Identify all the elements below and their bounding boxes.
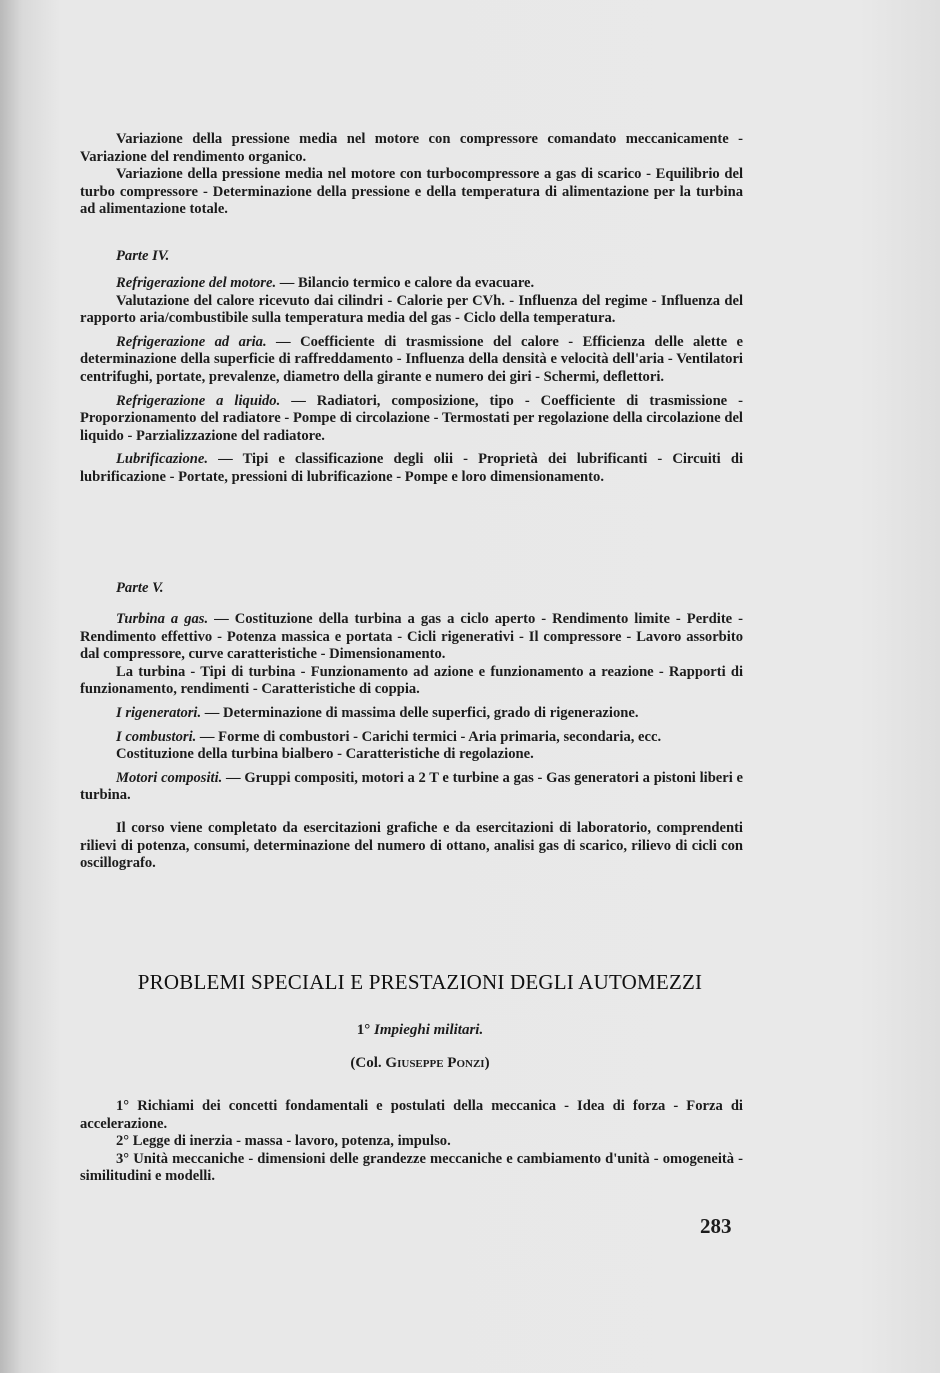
section-subtitle: 1° Impieghi militari. [356, 1022, 484, 1038]
parte-4-item: Refrigerazione del motore. — Bilancio termico e calore da evacuare. [116, 275, 535, 291]
parte-4-heading: Parte IV. [116, 248, 170, 264]
parte-5-item: La turbina - Tipi di turbina - Funzionamento ad azione e funzionamento a reazione - Rapporti di funzionamento, rendimenti - Caratteristiche di coppia. [80, 663, 743, 698]
section-title: PROBLEMI SPECIALI E PRESTAZIONI DEGLI AUTOMEZZI [137, 970, 703, 994]
numbered-list [80, 1098, 743, 1186]
parte-4-block [80, 248, 743, 487]
page-number: 283 [700, 1214, 732, 1238]
parte-5-block [80, 580, 743, 873]
intro-paragraph-1: Variazione della pressione media nel motore con compressore comandato meccanicamente - Variazione del rendimento organico. [80, 131, 743, 165]
parte-5-item: I combustori. — Forme di combustori - Carichi termici - Aria primaria, secondaria, ecc. [116, 728, 662, 745]
parte-4-item: Refrigerazione a liquido. — Radiatori, composizione, tipo - Coefficiente di trasmissione - Proporzionamento del radiatore - Pompe di circolazione - Termostati per regolazione della circolazione del liquido - Parzializzazione del radiatore. [80, 392, 743, 444]
parte-5-item: I rigeneratori. — Determinazione di massima delle superfici, grado di rigenerazione. [116, 704, 639, 721]
intro-block [80, 131, 743, 219]
list-item: 3° Unità meccaniche - dimensioni delle grandezze meccaniche e cambiamento d'unità - omogeneità - similitudini e modelli. [80, 1150, 743, 1185]
parte-5-item: Motori compositi. — Gruppi compositi, motori a 2 T e turbine a gas - Gas generatori a pistoni liberi e turbina. [80, 769, 744, 804]
parte-4-item: Refrigerazione ad aria. — Coefficiente di trasmissione del calore - Efficienza delle alette e determinazione della superficie di raffreddamento - Influenza della densità e velocità dell'aria - Ventilatori centrifughi, portate, prevalenze, diametro della girante e numero dei giri - Schermi, deflettori. [80, 333, 743, 385]
parte-4-item: Valutazione del calore ricevuto dai cilindri - Calorie per CVh. - Influenza del regime - Influenza del rapporto aria/combustibile sulla temperatura media del gas - Ciclo della temperatura. [80, 292, 743, 327]
parte-5-item: Costituzione della turbina bialbero - Caratteristiche di regolazione. [116, 746, 534, 763]
section-author: (Col. Giuseppe Ponzi) [350, 1055, 490, 1071]
parte-4-item: Lubrificazione. — Tipi e classificazione degli olii - Proprietà dei lubrificanti - Circuiti di lubrificazione - Portate, pressioni di lubrificazione - Pompe e loro dimensionamento. [80, 451, 743, 485]
parte-5-item: Turbina a gas. — Costituzione della turbina a gas a ciclo aperto - Rendimento limite - Perdite - Rendimento effettivo - Potenza massica e portata - Cicli rigenerativi - Il compressore - Lavoro assorbito dal compressore, curve caratteristiche - Dimensionamento. [80, 611, 744, 663]
list-item: 1° Richiami dei concetti fondamentali e postulati della meccanica - Idea di forza - Forza di accelerazione. [80, 1098, 743, 1132]
parte-5-heading: Parte V. [116, 580, 164, 596]
list-item: 2° Legge di inerzia - massa - lavoro, potenza, impulso. [116, 1133, 451, 1150]
intro-paragraph-2: Variazione della pressione media nel motore con turbocompressore a gas di scarico - Equilibrio del turbo compressore - Determinazione della pressione e della temperatura di alimentazione per la turbina ad alimentazione totale. [80, 166, 743, 218]
closing-paragraph: Il corso viene completato da esercitazioni grafiche e da esercitazioni di laboratorio, comprendenti rilievi di potenza, consumi, determinazione del numero di ottano, analisi gas di scarico, rilievo di cicli con oscillografo. [80, 819, 743, 872]
